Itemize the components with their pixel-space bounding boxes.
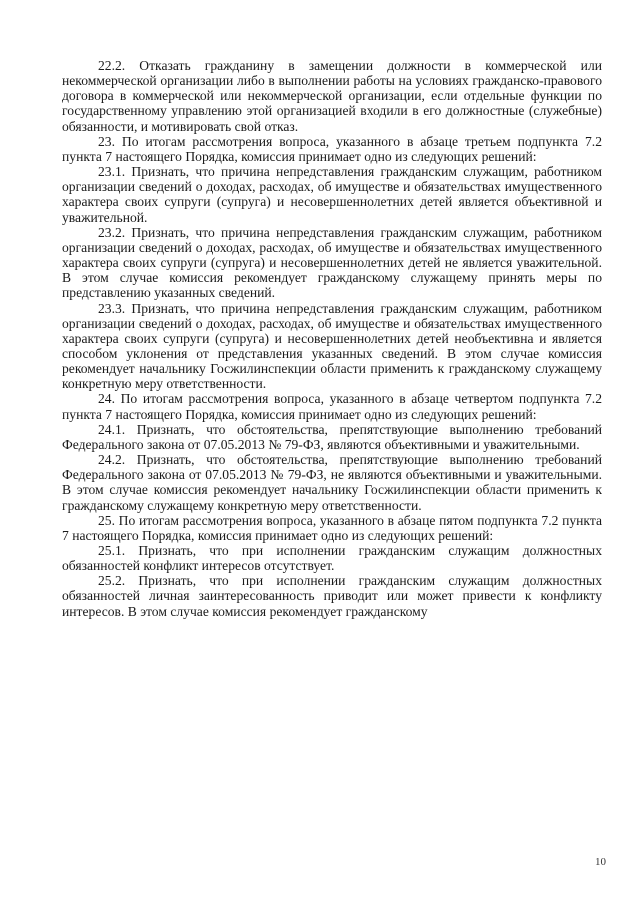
- paragraph-24: 24. По итогам рассмотрения вопроса, указанного в абзаце четвертом подпункта 7.2 пункта 7 настоящего Порядка, комиссия принимает одно из следующих решений:: [62, 391, 602, 422]
- page-number: 10: [595, 856, 606, 868]
- paragraph-24-2: 24.2. Признать, что обстоятельства, препятствующие выполнению требований Федерального закона от 07.05.2013 № 79-ФЗ, не являются объективными и уважительными. В этом случае комиссия рекомендует начальнику Госжилинспекции области применить к гражданскому служащему конкретную меру ответственности.: [62, 452, 602, 513]
- paragraph-22-2: 22.2. Отказать гражданину в замещении должности в коммерческой или некоммерческой организации либо в выполнении работы на условиях гражданско-правового договора в коммерческой или некоммерческой организации, если отдельные функции по государственному управлению этой организацией входили в его должностные (служебные) обязанности, и мотивировать свой отказ.: [62, 58, 602, 134]
- paragraph-25: 25. По итогам рассмотрения вопроса, указанного в абзаце пятом подпункта 7.2 пункта 7 настоящего Порядка, комиссия принимает одно из следующих решений:: [62, 512, 602, 543]
- paragraph-25-2: 25.2. Признать, что при исполнении гражданским служащим должностных обязанностей личная заинтересованность приводит или может привести к конфликту интересов. В этом случае комиссия рекомендует гражданскому: [62, 573, 602, 619]
- paragraph-23-3: 23.3. Признать, что причина непредставления гражданским служащим, работником организации сведений о доходах, расходах, об имуществе и обязательствах имущественного характера своих супруги (супруга) и несовершеннолетних детей необъективна и является способом уклонения от представления указанных сведений. В этом случае комиссия рекомендует начальнику Госжилинспекции области применить к гражданскому служащему конкретную меру ответственности.: [62, 300, 602, 392]
- paragraph-23: 23. По итогам рассмотрения вопроса, указанного в абзаце третьем подпункта 7.2 пункта 7 настоящего Порядка, комиссия принимает одно из следующих решений:: [62, 133, 602, 164]
- paragraph-23-1: 23.1. Признать, что причина непредставления гражданским служащим, работником организации сведений о доходах, расходах, об имуществе и обязательствах имущественного характера своих супруги (супруга) и несовершеннолетних детей является объективной и уважительной.: [62, 164, 602, 225]
- paragraph-24-1: 24.1. Признать, что обстоятельства, препятствующие выполнению требований Федерального закона от 07.05.2013 № 79-ФЗ, являются объективными и уважительными.: [62, 421, 602, 452]
- document-body: [62, 58, 602, 619]
- paragraph-23-2: 23.2. Признать, что причина непредставления гражданским служащим, работником организации сведений о доходах, расходах, об имуществе и обязательствах имущественного характера своих супруги (супруга) и несовершеннолетних детей не является уважительной. В этом случае комиссия рекомендует гражданскому служащему принять меры по представлению указанных сведений.: [62, 224, 602, 301]
- paragraph-25-1: 25.1. Признать, что при исполнении гражданским служащим должностных обязанностей конфликт интересов отсутствует.: [62, 543, 602, 574]
